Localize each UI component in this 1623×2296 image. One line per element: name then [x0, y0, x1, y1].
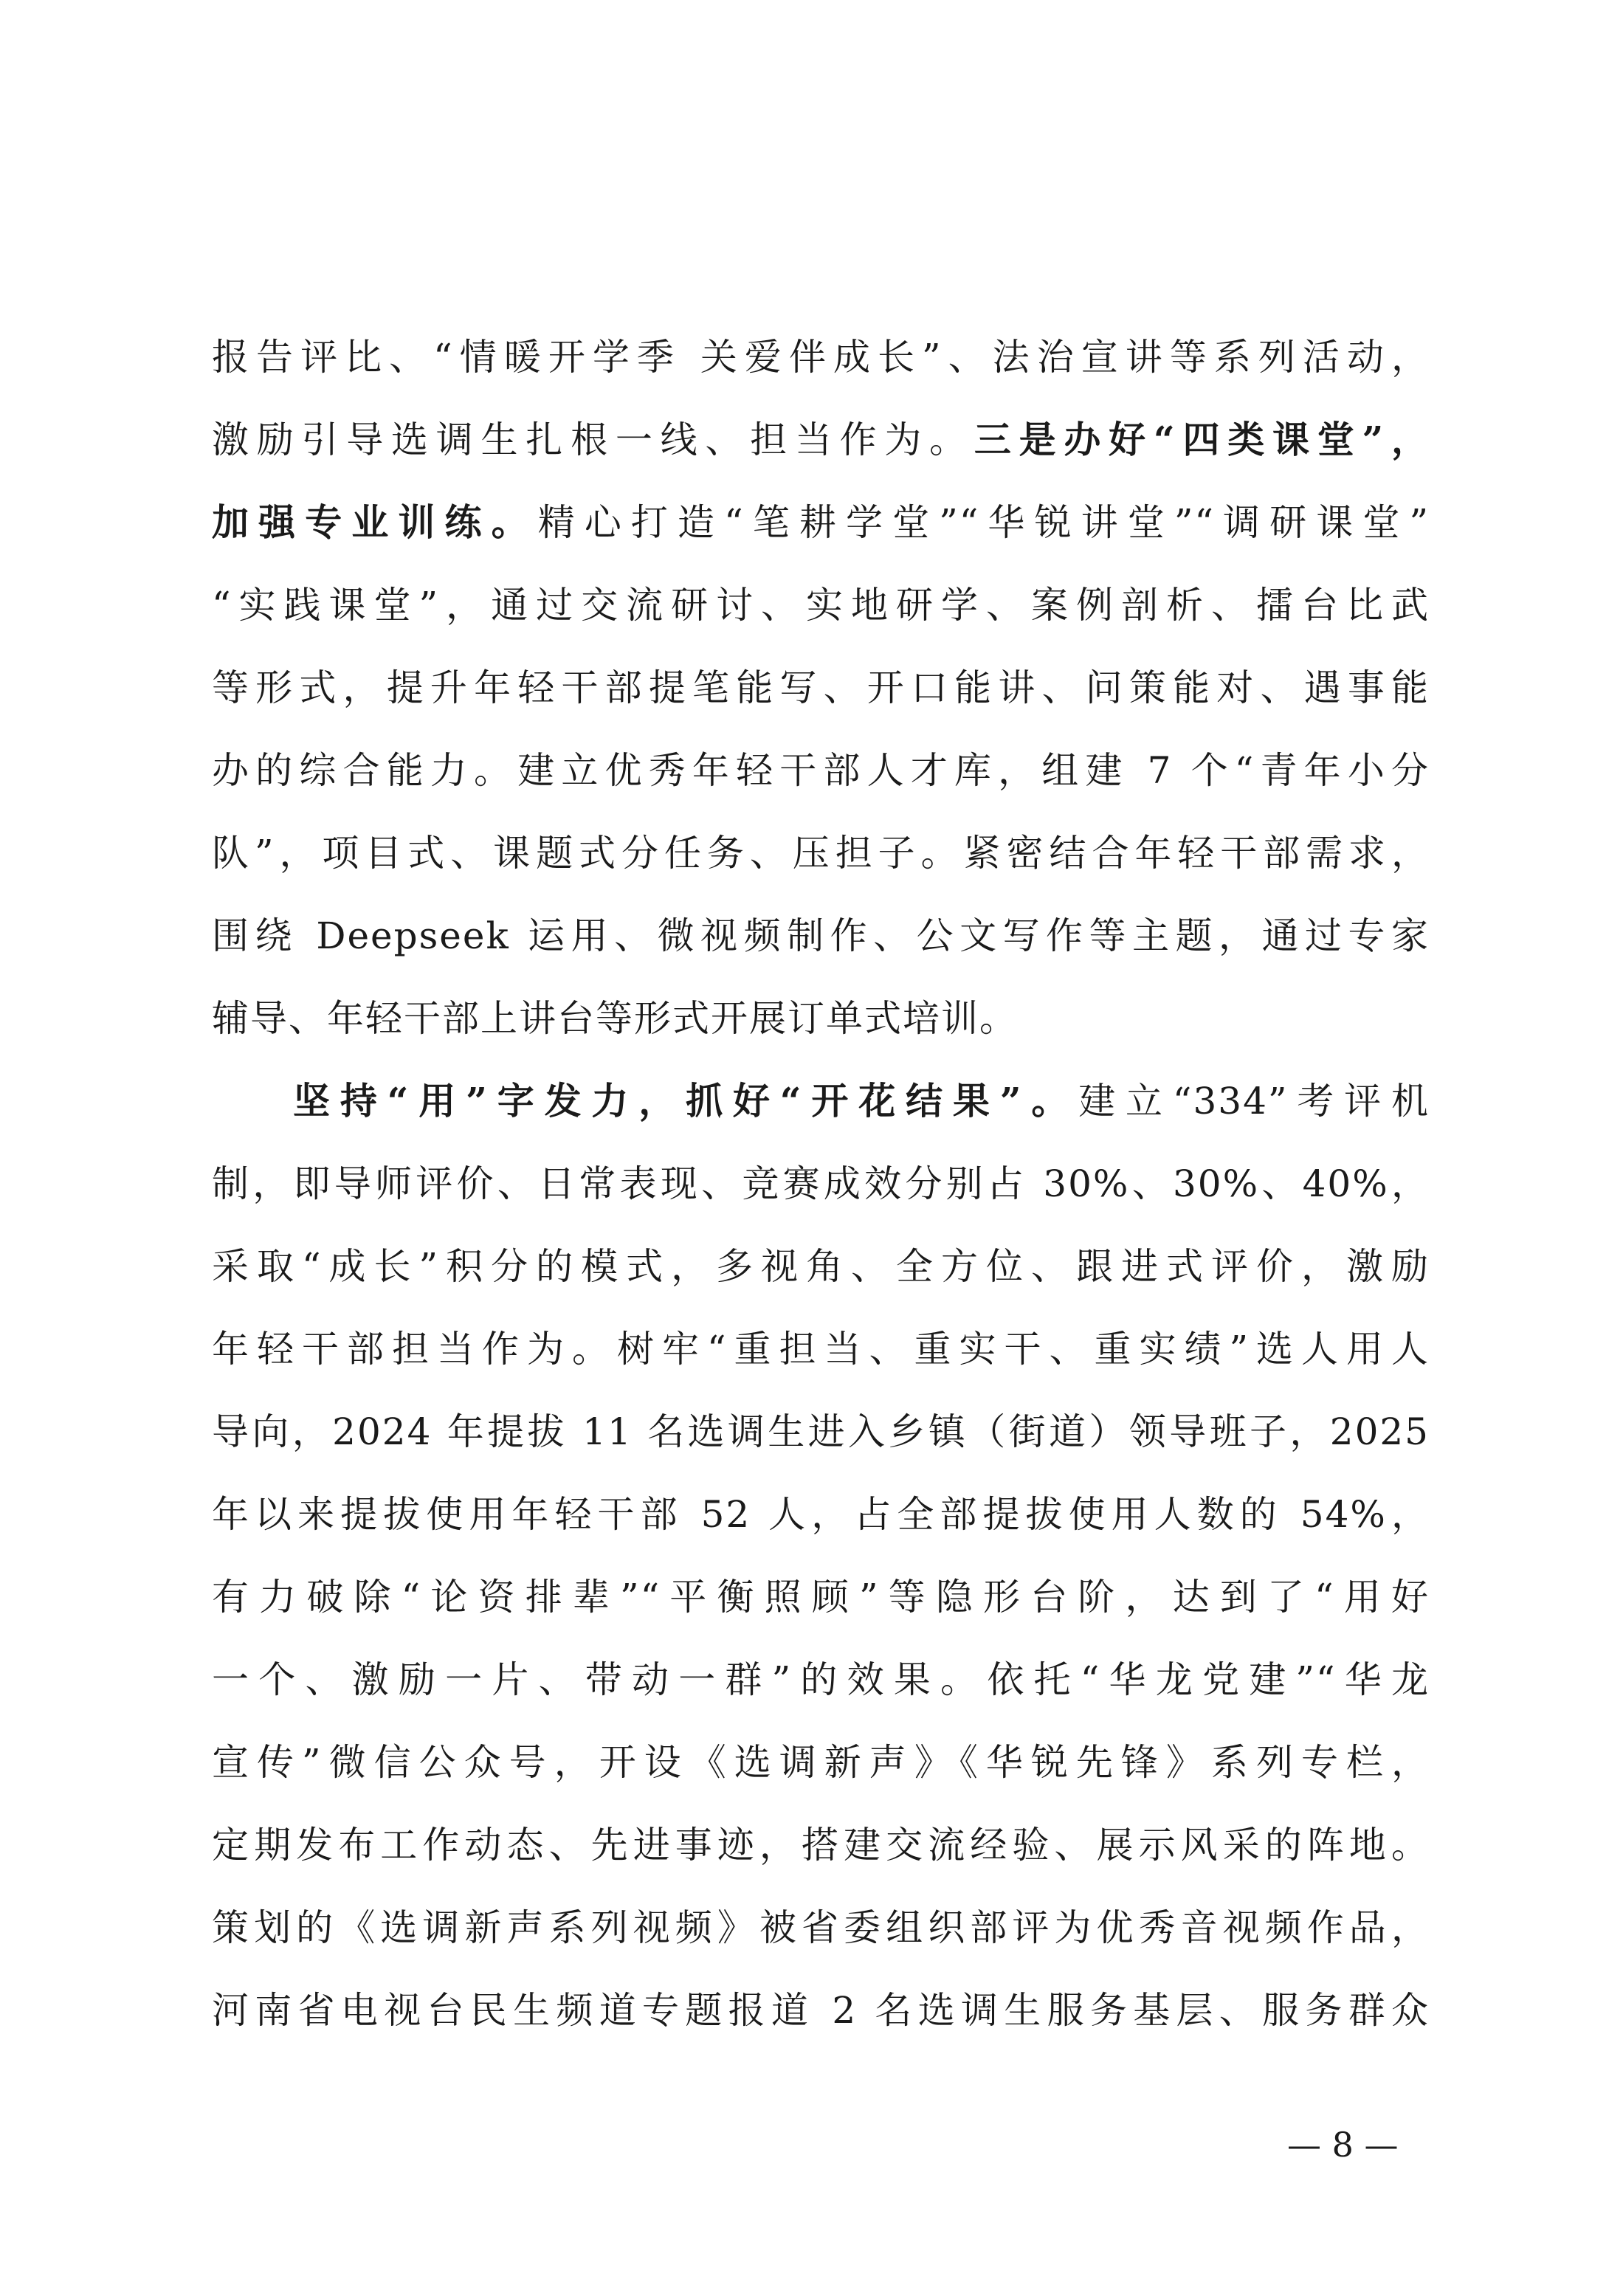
page-number: — 8 — [1287, 2125, 1399, 2165]
text-line: 采取“成长”积分的模式，多视角、全方位、跟进式评价，激励 [212, 1245, 1430, 1288]
text-line: 有力破除“论资排辈”“平衡照顾”等隐形台阶，达到了“用好 [212, 1576, 1430, 1618]
text-line: 导向，2024 年提拔 11 名选调生进入乡镇（街道）领导班子，2025 [212, 1410, 1430, 1453]
text-line: 办的综合能力。建立优秀年轻干部人才库，组建 7 个“青年小分 [212, 749, 1430, 792]
text-line: 定期发布工作动态、先进事迹，搭建交流经验、展示风采的阵地。 [212, 1824, 1430, 1866]
text-line: 年以来提拔使用年轻干部 52 人，占全部提拔使用人数的 54%， [212, 1493, 1430, 1536]
text-line: 制，即导师评价、日常表现、竞赛成效分别占 30%、30%、40%， [212, 1162, 1430, 1205]
text-line: 年轻干部担当作为。树牢“重担当、重实干、重实绩”选人用人 [212, 1328, 1430, 1371]
text-line: 队”，项目式、课题式分任务、压担子。紧密结合年轻干部需求， [212, 832, 1430, 875]
text-line: 报告评比、“情暖开学季 关爱伴成长”、法治宣讲等系列活动， [212, 336, 1430, 379]
body-text [212, 316, 1430, 2052]
text-line: 宣传”微信公众号，开设《选调新声》《华锐先锋》系列专栏， [212, 1741, 1430, 1784]
text-line: 河南省电视台民生频道专题报道 2 名选调生服务基层、服务群众 [212, 1989, 1430, 2032]
text-line: “实践课堂”，通过交流研讨、实地研学、案例剖析、擂台比武 [212, 584, 1430, 627]
text-line: 加强专业训练。精心打造“笔耕学堂”“华锐讲堂”“调研课堂” [212, 500, 1430, 544]
text-line: 等形式，提升年轻干部提笔能写、开口能讲、问策能对、遇事能 [212, 666, 1430, 709]
text-line: 围绕 Deepseek 运用、微视频制作、公文写作等主题，通过专家 [212, 914, 1430, 957]
text-line: 辅导、年轻干部上讲台等形式开展订单式培训。 [212, 997, 1018, 1040]
paragraph-heading-line: 坚持“用”字发力，抓好“开花结果”。建立“334”考评机 [293, 1079, 1430, 1123]
text-line: 策划的《选调新声系列视频》被省委组织部评为优秀音视频作品， [212, 1906, 1430, 1949]
text-line: 激励引导选调生扎根一线、担当作为。三是办好“四类课堂”， [212, 418, 1430, 461]
text-line: 一个、激励一片、带动一群”的效果。依托“华龙党建”“华龙 [212, 1658, 1430, 1701]
